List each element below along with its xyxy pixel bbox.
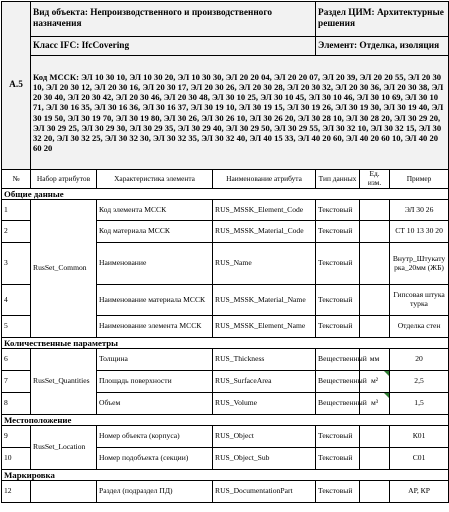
row-char: Код элемента МССК bbox=[97, 200, 213, 221]
row-attr: RUS_Name bbox=[213, 243, 316, 285]
row-type: Текстовый bbox=[316, 481, 360, 503]
row-attr: RUS_Volume bbox=[213, 393, 316, 415]
object-type: Вид объекта: Непроизводственного и производственного назначения bbox=[31, 2, 316, 37]
row-num: 12 bbox=[2, 481, 31, 503]
set-quantities: RusSet_Quantities bbox=[31, 349, 97, 415]
row-unit: м³ bbox=[360, 393, 390, 415]
col-set: Набор атрибутов bbox=[31, 170, 97, 189]
row-num: 3 bbox=[2, 243, 31, 285]
row-unit bbox=[360, 285, 390, 316]
row-attr: RUS_SurfaceArea bbox=[213, 371, 316, 393]
row-unit bbox=[360, 481, 390, 503]
row-type: Вещественный bbox=[316, 393, 360, 415]
row-num: 8 bbox=[2, 393, 31, 415]
row-attr: RUS_Object bbox=[213, 426, 316, 448]
row-example: СТ 10 13 30 20 bbox=[390, 221, 449, 243]
element-name: Элемент: Отделка, изоляция bbox=[316, 37, 449, 56]
row-char: Раздел (подраздел ПД) bbox=[97, 481, 213, 503]
row-unit bbox=[360, 221, 390, 243]
section-location: Местоположение bbox=[2, 415, 449, 426]
row-unit bbox=[360, 316, 390, 338]
row-char: Код материала МССК bbox=[97, 221, 213, 243]
col-unit: Ед. изм. bbox=[360, 170, 390, 189]
row-num: 7 bbox=[2, 371, 31, 393]
row-example: С01 bbox=[390, 448, 449, 470]
row-unit: мм bbox=[360, 349, 390, 371]
table-row bbox=[2, 426, 449, 448]
row-example: ЭЛ 30 26 bbox=[390, 200, 449, 221]
table-row bbox=[2, 349, 449, 371]
set-common: RusSet_Common bbox=[31, 200, 97, 338]
row-id: А.5 bbox=[2, 2, 31, 170]
row-type: Текстовый bbox=[316, 448, 360, 470]
row-char: Объем bbox=[97, 393, 213, 415]
row-example: 20 bbox=[390, 349, 449, 371]
ifc-class: Класс IFC: IfcCovering bbox=[31, 37, 316, 56]
row-num: 6 bbox=[2, 349, 31, 371]
row-type: Текстовый bbox=[316, 316, 360, 338]
row-unit bbox=[360, 448, 390, 470]
row-attr: RUS_Object_Sub bbox=[213, 448, 316, 470]
row-attr: RUS_Thickness bbox=[213, 349, 316, 371]
row-attr: RUS_MSSK_Material_Name bbox=[213, 285, 316, 316]
row-num: 9 bbox=[2, 426, 31, 448]
row-type: Текстовый bbox=[316, 200, 360, 221]
row-type: Текстовый bbox=[316, 243, 360, 285]
row-num: 10 bbox=[2, 448, 31, 470]
row-type: Текстовый bbox=[316, 426, 360, 448]
set-empty bbox=[31, 481, 97, 503]
row-unit bbox=[360, 243, 390, 285]
row-num: 4 bbox=[2, 285, 31, 316]
row-char: Толщина bbox=[97, 349, 213, 371]
row-unit bbox=[360, 426, 390, 448]
row-attr: RUS_MSSK_Material_Code bbox=[213, 221, 316, 243]
row-example: 1,5 bbox=[390, 393, 449, 415]
row-num: 5 bbox=[2, 316, 31, 338]
section-quantitative: Количественные параметры bbox=[2, 338, 449, 349]
row-example: АР, КР bbox=[390, 481, 449, 503]
row-example: 2,5 bbox=[390, 371, 449, 393]
row-char: Наименование элемента МССК bbox=[97, 316, 213, 338]
row-example: К01 bbox=[390, 426, 449, 448]
set-location: RusSet_Location bbox=[31, 426, 97, 470]
col-example: Пример bbox=[390, 170, 449, 189]
section-marking: Маркировка bbox=[2, 470, 449, 481]
mssk-codes: Код МССК: ЭЛ 10 30 10, ЭЛ 10 30 20, ЭЛ 10 30 30, ЭЛ 20 20 04, ЭЛ 20 20 07, ЭЛ 20 39, ЭЛ 20 20 55, ЭЛ 20 30 10, ЭЛ 20 30 12, ЭЛ 20 30 16, ЭЛ 20 30 17, ЭЛ 20 30 26, ЭЛ 20 30 28, ЭЛ 20 30 32, ЭЛ 20 30 36, ЭЛ 20 30 38, ЭЛ 20 30 40, ЭЛ 20 30 42, ЭЛ 20 30 46, ЭЛ 20 30 48, ЭЛ 30 10 25, ЭЛ 30 10 45, ЭЛ 30 10 46, ЭЛ 30 10 69, ЭЛ 30 10 71, ЭЛ 30 16 35, ЭЛ 30 16 36, ЭЛ 30 16 37, ЭЛ 30 19 10, ЭЛ 30 19 15, ЭЛ 30 19 26, ЭЛ 30 19 30, ЭЛ 30 19 40, ЭЛ 30 19 50, ЭЛ 30 19 70, ЭЛ 30 19 80, ЭЛ 30 26, ЭЛ 30 26 10, ЭЛ 30 26 20, ЭЛ 30 28 10, ЭЛ 30 28 20, ЭЛ 30 29 20, ЭЛ 30 29 25, ЭЛ 30 29 30, ЭЛ 30 29 35, ЭЛ 30 29 40, ЭЛ 30 29 50, ЭЛ 30 29 55, ЭЛ 30 32 10, ЭЛ 30 32 15, ЭЛ 30 32 20, ЭЛ 30 32 25, ЭЛ 30 32 30, ЭЛ 30 32 35, ЭЛ 30 32 40, ЭЛ 40 15 33, ЭЛ 40 20 60, ЭЛ 40 20 60 10, ЭЛ 40 20 60 20 bbox=[31, 56, 449, 170]
row-num: 1 bbox=[2, 200, 31, 221]
row-char: Наименование материала МССК bbox=[97, 285, 213, 316]
row-type: Вещественный bbox=[316, 371, 360, 393]
row-char: Площадь поверхности bbox=[97, 371, 213, 393]
row-num: 2 bbox=[2, 221, 31, 243]
col-num: № bbox=[2, 170, 31, 189]
table-row bbox=[2, 200, 449, 221]
row-example: Гипсовая штукатурка bbox=[390, 285, 449, 316]
section-general: Общие данные bbox=[2, 189, 449, 200]
table-row bbox=[2, 481, 449, 503]
col-type: Тип данных bbox=[316, 170, 360, 189]
attribute-table bbox=[1, 1, 449, 503]
row-attr: RUS_MSSK_Element_Code bbox=[213, 200, 316, 221]
cim-section: Раздел ЦИМ: Архитектурные решения bbox=[316, 2, 449, 37]
row-unit: м² bbox=[360, 371, 390, 393]
row-char: Номер подобъекта (секции) bbox=[97, 448, 213, 470]
col-attr: Наименование атрибута bbox=[213, 170, 316, 189]
row-example: Отделка стен bbox=[390, 316, 449, 338]
row-type: Вещественный bbox=[316, 349, 360, 371]
row-char: Номер объекта (корпуса) bbox=[97, 426, 213, 448]
row-type: Текстовый bbox=[316, 221, 360, 243]
row-unit bbox=[360, 200, 390, 221]
row-type: Текстовый bbox=[316, 285, 360, 316]
row-attr: RUS_DocumentationPart bbox=[213, 481, 316, 503]
row-example: Внутр_Штукатурка_20мм (ЖБ) bbox=[390, 243, 449, 285]
col-char: Характеристика элемента bbox=[97, 170, 213, 189]
row-char: Наименование bbox=[97, 243, 213, 285]
row-attr: RUS_MSSK_Element_Name bbox=[213, 316, 316, 338]
